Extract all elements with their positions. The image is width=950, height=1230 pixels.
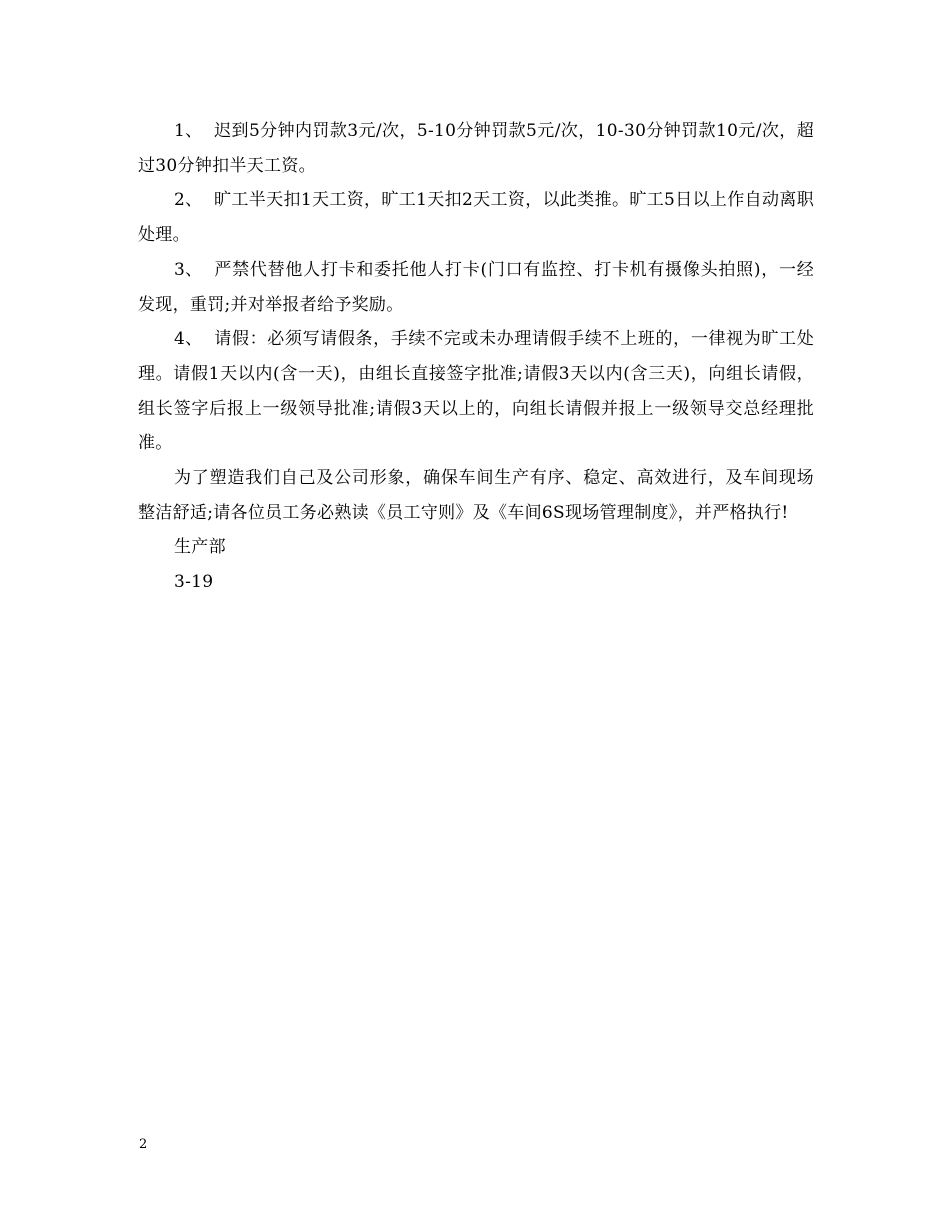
page-number: 2 [139,1137,148,1152]
department-signature: 生产部 [174,537,226,558]
rule-text: 请假：必须写请假条，手续不完或未办理请假手续不上班的，一律视为旷工处理。请假1天以内(含一天)，由组长直接签字批准;请假3天以内(含三天)，向组长请假，组长签字后报上一级领导批准;请假3天以上的，向组长请假并报上一级领导交总经理批准。 [138,329,814,454]
rule-paragraph-3 [138,253,814,322]
document-date: 3-19 [174,572,214,593]
rule-number: 1、 [174,121,203,141]
rule-number: 4、 [174,329,203,350]
rule-text: 迟到5分钟内罚款3元/次，5-10分钟罚款5元/次，10-30分钟罚款10元/次，超过30分钟扣半天工资。 [138,121,814,176]
rule-paragraph-2 [138,183,814,252]
rule-paragraph-1 [138,114,814,183]
rule-text: 严禁代替他人打卡和委托他人打卡(门口有监控、打卡机有摄像头拍照)，一经发现，重罚;并对举报者给予奖励。 [138,259,814,315]
document-body [138,114,814,600]
rule-number: 2、 [174,190,203,211]
rule-number: 3、 [174,259,203,280]
rule-paragraph-4 [138,322,814,461]
rule-text: 旷工半天扣1天工资，旷工1天扣2天工资，以此类推。旷工5日以上作自动离职处理。 [138,190,814,246]
closing-paragraph: 为了塑造我们自己及公司形象，确保车间生产有序、稳定、高效进行，及车间现场整洁舒适;请各位员工务必熟读《员工守则》及《车间6S现场管理制度》，并严格执行! [138,468,814,523]
